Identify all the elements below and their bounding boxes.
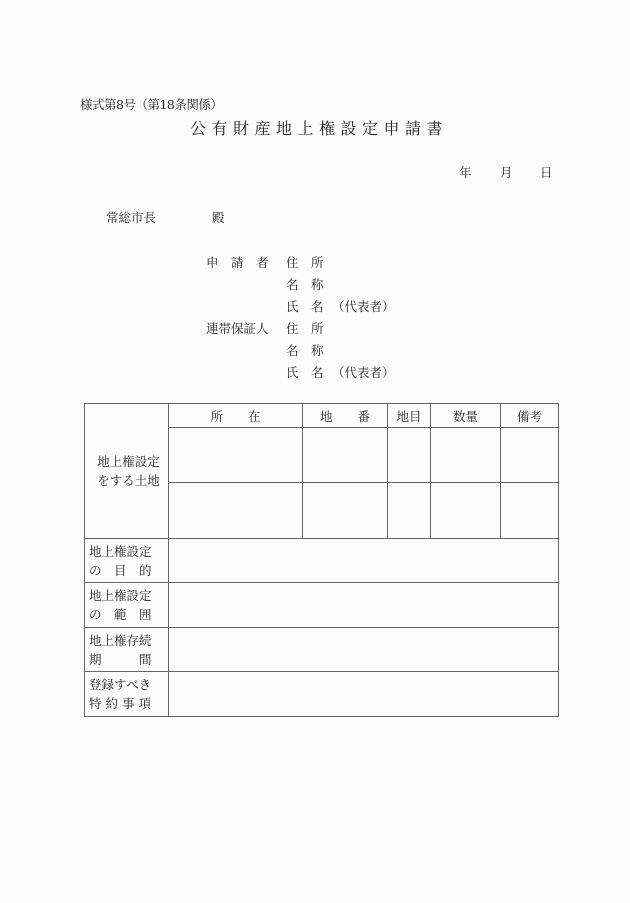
honorific: 殿 [212,210,225,225]
duration-label [85,628,169,672]
land-location-field[interactable] [169,483,303,539]
scope-row [85,583,559,628]
land-quantity-field[interactable] [431,483,501,539]
col-remarks: 備考 [501,404,559,428]
applicant-name-label: 名 称 [286,277,324,292]
col-quantity: 数量 [431,404,501,428]
label-line: 地上権設定 [89,543,152,559]
page-title: 公有財産地上権設定申請書 [190,119,449,138]
applicant-person-label: 氏 名 [286,299,324,314]
land-label-cell [85,404,169,539]
label-line: 地上権存続 [89,632,152,648]
purpose-label [85,539,169,583]
land-lot-field[interactable] [303,483,388,539]
applicant-address-label: 住 所 [286,255,324,270]
form-number: 様式第8号（第18条関係） [80,97,223,112]
duration-row [85,628,559,672]
label-line: 地上権設定 [89,588,152,603]
scope-label [85,583,169,628]
land-category-field[interactable] [388,483,431,539]
date-year-label: 年 [459,165,472,180]
special-terms-row [85,672,559,717]
guarantor-rep-label: （代表者） [332,365,395,380]
duration-field[interactable] [169,628,559,672]
label-line: 期 間 [89,651,152,667]
guarantor-person-label: 氏 名 [286,365,324,380]
date-day-label: 日 [540,165,553,180]
guarantor-name-label: 名 称 [286,343,324,358]
label-line: 特約事項 [89,696,156,711]
applicant-rep-label: （代表者） [332,299,395,314]
col-land-category: 地目 [388,404,431,428]
land-label-line2: をする土地 [97,473,160,488]
col-location: 所 在 [169,404,303,428]
table-header-row [85,404,559,428]
application-table [84,403,559,717]
land-category-field[interactable] [388,428,431,483]
label-line: 登録すべき [89,677,152,692]
date-month-label: 月 [500,165,513,180]
land-quantity-field[interactable] [431,428,501,483]
col-lot-number: 地 番 [303,404,388,428]
purpose-row [85,539,559,583]
applicant-label: 申 請 者 [206,255,269,270]
land-lot-field[interactable] [303,428,388,483]
special-terms-field[interactable] [169,672,559,717]
label-line: の 範 囲 [89,607,152,622]
purpose-field[interactable] [169,539,559,583]
special-terms-label [85,672,169,717]
scope-field[interactable] [169,583,559,628]
guarantor-address-label: 住 所 [286,321,324,336]
land-label-line1: 地上権設定 [97,454,160,469]
label-line: の 目 的 [89,562,152,578]
land-location-field[interactable] [169,428,303,483]
land-remarks-field[interactable] [501,428,559,483]
guarantor-label: 連帯保証人 [206,321,269,336]
addressee: 常総市長 [106,210,157,225]
land-remarks-field[interactable] [501,483,559,539]
